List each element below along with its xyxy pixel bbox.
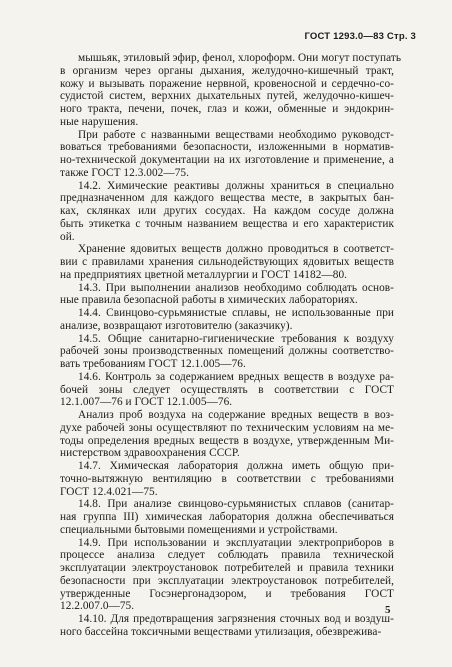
paragraph [60,371,394,409]
text-line: 14.4. Свинцово-сурьмянистые сплавы, не использованные при [78,307,394,319]
text-line: процессе анализа следует соблюдать правила технической [60,549,394,562]
paragraph [60,460,394,498]
text-line: ГОСТ 12.4.021—75. [60,485,158,498]
text-line: 14.3. При выполнении анализов необходимо соблюдать основ- [78,281,394,294]
paragraph [60,333,394,371]
text-line: 14.5. Общие санитарно-гигиенические требования к воздуху [78,332,394,345]
text-line: вать требованиям ГОСТ 12.1.005—76. [60,358,246,370]
text-line: духе рабочей зоны осуществляют по техническим условиям на ме- [60,421,394,434]
text-line: анализе, возвращают изготовителю (заказчику). [60,319,293,332]
text-line: ках, склянках или других сосудах. На каждом сосуде должна [60,205,394,217]
page-header: ГОСТ 1293.0—83 Стр. 3 [304,31,416,42]
text-line: безопасности при эксплуатации электроустановок потребителей, [60,574,394,587]
text-line: предназначенном для каждого вещества месте, в закрытых бан- [60,192,394,205]
text-line: также ГОСТ 12.3.002—75. [60,166,189,179]
paragraph [60,498,394,536]
text-line: кожу и вызывать поражение нервной, кровеносной и сердечно-со- [60,77,394,90]
text-line: Анализ проб воздуха на содержание вредных веществ в воз- [78,409,394,421]
text-line: бочей зоны следует осуществлять в соответствии с ГОСТ [60,383,394,396]
text-line: 14.8. При анализе свинцово-сурьмянистых сплавов (санитар- [78,498,394,511]
paragraph [60,52,402,129]
text-line: ные правила безопасной работы в химических лабораториях. [60,294,358,307]
text-line: но-технической документации на их изготовление и применение, а [60,154,394,166]
text-line: При работе с названными веществами необходимо руководст- [78,128,394,141]
text-line: точно-вытяжную вентиляцию в соответствии с требованиями [60,472,394,485]
text-line: тоды определения вредных веществ в воздухе, утвержденным Ми- [60,434,394,447]
text-line: эксплуатации электроустановок потребителей и правила техники [60,562,394,574]
text-line: вии с правилами хранения сильнодействующих ядовитых веществ [60,256,394,268]
paragraph [60,129,394,180]
text-line: 14.6. Контроль за содержанием вредных веществ в воздухе ра- [78,370,394,383]
text-line: ного бассейна токсичными веществами утилизация, обезврежива- [60,625,382,638]
paragraph [60,180,394,244]
paragraph [60,243,394,281]
text-line: ой. [60,230,75,243]
text-line: 12.2.007.0—75. [60,600,135,613]
paragraph [60,409,394,460]
page-number: 5 [385,604,391,616]
text-line: в организм через органы дыхания, желудочно-кишечный тракт, [60,64,394,77]
text-line: 14.2. Химические реактивы должны храниться в специально [78,179,394,192]
text-line: Хранение ядовитых веществ должно проводиться в соответст- [78,243,394,256]
paragraph [60,613,394,639]
text-line: нистерством здравоохранения СССР. [60,447,240,460]
text-line: 12.1.007—76 и ГОСТ 12.1.005—76. [60,396,233,409]
text-line: ные нарушения. [60,115,139,128]
text-line: рабочей зоны производственных помещений должны соответство- [60,345,394,358]
paragraph [60,307,394,333]
document-body [60,52,402,639]
text-line: мышьяк, этиловый эфир, фенол, хлороформ. Они могут поступать [78,52,402,64]
text-line: воваться требованиями безопасности, изложенными в норматив- [60,141,394,154]
text-line: 14.9. При использовании и эксплуатации электроприборов в [78,536,394,549]
text-line: ного тракта, печени, почек, глаз и кожи, обменные и эндокрин- [60,103,394,115]
text-line: ная группа III) химическая лаборатория должна обеспечиваться [60,511,394,523]
text-line: на предприятиях цветной металлургии и ГОСТ 14182—80. [60,268,348,281]
paragraph [60,537,394,614]
text-line: 14.7. Химическая лаборатория должна иметь общую при- [78,460,394,472]
text-line: 14.10. Для предотвращения загрязнения сточных вод и воздуш- [78,613,394,625]
text-line: судистой систем, верхних дыхательных путей, желудочно-кишеч- [60,90,394,103]
text-line: быть этикетка с точным названием вещества и его характеристик [60,217,394,230]
text-line: специальными бытовыми помещениями и устройствами. [60,523,338,536]
paragraph [60,282,394,308]
text-line: утвержденные Госэнергонадзором, и требования ГОСТ [60,587,394,600]
